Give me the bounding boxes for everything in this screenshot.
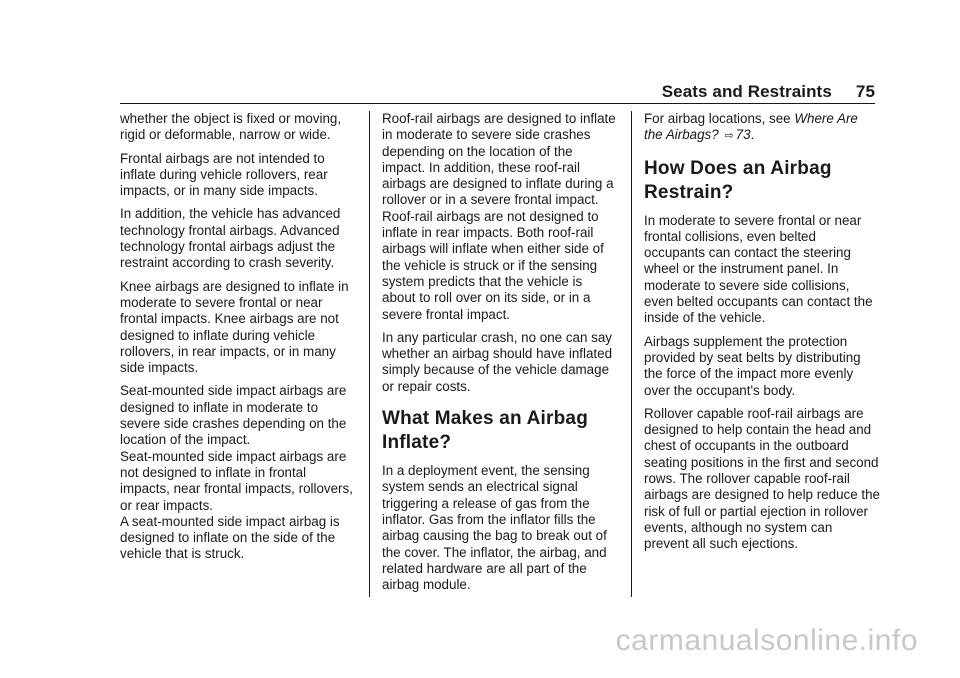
page-ref-number[interactable]: 73 bbox=[735, 127, 751, 143]
watermark: carmanualsonline.info bbox=[615, 624, 918, 657]
paragraph: In moderate to severe frontal or near frontal collisions, even belted occupants can contact the steering wheel or the instrument panel. In moderate to severe side collisions, even belted occupants can contact the inside of the vehicle. bbox=[644, 212, 873, 326]
ref-prefix: For airbag locations, see bbox=[644, 111, 795, 126]
paragraph: Airbags supplement the protection provided by seat belts by distributing the force of the impact more evenly over the occupant's body. bbox=[644, 333, 861, 398]
paragraph: In any particular crash, no one can say whether an airbag should have inflated simply because of the vehicle damage or repair costs. bbox=[382, 329, 613, 394]
paragraph bbox=[644, 111, 880, 145]
paragraph-line: A seat-mounted side impact airbag is designed to inflate on the side of the vehicle that is struck. bbox=[120, 513, 340, 562]
cross-reference-link[interactable]: Where Are the Airbags? bbox=[644, 111, 858, 143]
section-heading: How Does an Airbag Restrain? bbox=[644, 157, 832, 203]
paragraph-line: Seat-mounted side impact airbags are designed to inflate in moderate to severe side crashes depending on the location of the impact. bbox=[120, 383, 347, 448]
paragraph bbox=[120, 383, 356, 562]
paragraph: Roof-rail airbags are designed to inflate in moderate to severe side crashes depending on the location of the impact. In addition, these roof-rail airbags are designed to inflate during a rollover or in a severe frontal impact. Roof-rail airbags are not designed to inflate in rear impacts. Both roof-rail airbags will inflate when either side of the vehicle is struck or if the sensing system predicts that the vehicle is about to roll over on its side, or in a severe frontal impact. bbox=[382, 111, 616, 322]
paragraph: Rollover capable roof-rail airbags are designed to help contain the head and chest of occupants in the outboard seating positions in the first and second rows. The rollover capable roof-rail airbags are designed to help reduce the risk of full or partial ejection in rollover events, although no system can prevent all such ejections. bbox=[644, 405, 880, 552]
section-title: Seats and Restraints bbox=[661, 82, 832, 101]
page-number: 75 bbox=[855, 82, 875, 101]
page-ref-arrow-icon: ⇨ bbox=[724, 130, 734, 143]
page-header bbox=[120, 80, 875, 104]
paragraph: In a deployment event, the sensing system sends an electrical signal triggering a release of gas from the inflator. Gas from the inflator fills the airbag causing the bag to break out of the cover. The inflator, the airbag, and related hardware are all part of the airbag module. bbox=[382, 463, 607, 593]
paragraph: Frontal airbags are not intended to inflate during vehicle rollovers, rear impacts, or in many side impacts. bbox=[120, 150, 328, 199]
ref-suffix: . bbox=[750, 127, 755, 143]
header-title bbox=[662, 82, 875, 102]
column-3 bbox=[644, 111, 880, 560]
column-1 bbox=[120, 111, 356, 570]
paragraph-line: Seat-mounted side impact airbags are not designed to inflate in frontal impacts, near frontal impacts, rollovers, or rear impacts. bbox=[120, 448, 353, 513]
section-heading: What Makes an Airbag Inflate? bbox=[382, 408, 589, 454]
header-rule bbox=[120, 103, 875, 104]
column-2 bbox=[382, 111, 618, 600]
column-divider bbox=[369, 111, 370, 597]
column-divider bbox=[631, 111, 632, 597]
paragraph: whether the object is fixed or moving, rigid or deformable, narrow or wide. bbox=[120, 111, 342, 143]
paragraph: In addition, the vehicle has advanced technology frontal airbags. Advanced technology frontal airbags adjust the restraint according to crash severity. bbox=[120, 206, 341, 271]
paragraph: Knee airbags are designed to inflate in moderate to severe frontal or near frontal impacts. Knee airbags are not designed to inflate during vehicle rollovers, in rear impacts, or in many side impacts. bbox=[120, 278, 349, 376]
